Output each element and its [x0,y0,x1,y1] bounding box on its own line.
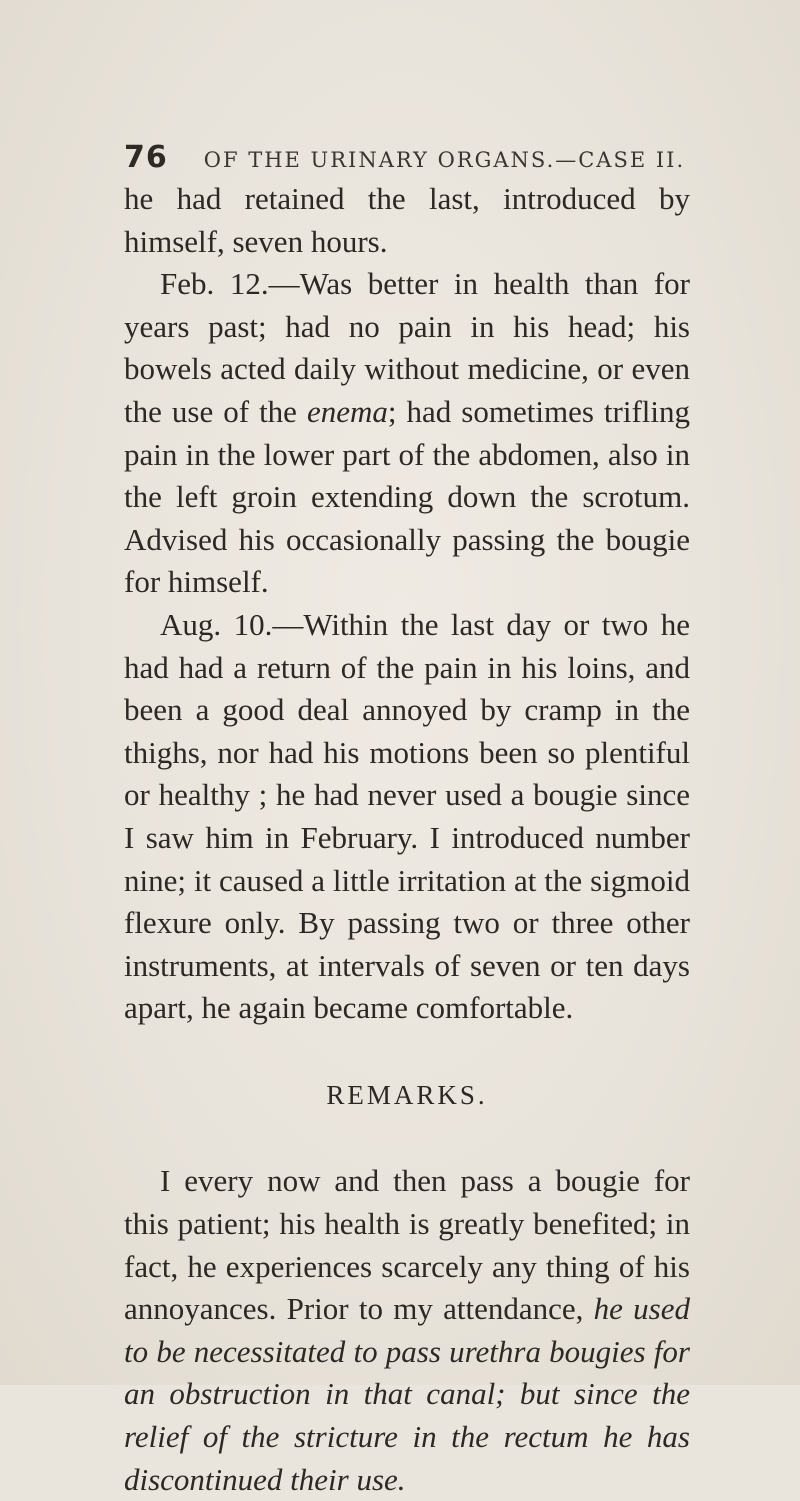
paragraph-continuation: he had retained the last, introduced by himself, seven hours. [124,181,690,259]
remarks-italic-text: he used to be necessitated to pass urethra bougies for an obstruction in that canal; but since the relief of the stricture in the rectum he has discontinued their use. [124,1291,690,1497]
page-number: 76 [124,140,168,175]
paragraph-feb-12-rest: ; had sometimes trifling pain in the lower part of the abdomen, also in the left groin extending down the scrotum. Advised his occasionally passing the bougie for himself. [124,393,691,600]
body-text [124,178,690,1501]
running-title: OF THE URINARY ORGANS.—CASE II. [203,148,686,172]
remarks-paragraph [124,1160,690,1501]
paragraph-aug-10: Aug. 10.—Within the last day or two he had had a return of the pain in his loins, and been a good deal annoyed by cramp in the thighs, nor had his motions been so plentiful or healthy ; he had never used a bougie since I saw him in February. I introduced number nine; it caused a little irritation at the sigmoid flexure only. By passing two or three other instruments, at intervals of seven or ten days apart, he again became comfortable. [124,606,690,1026]
enema-italic: enema [306,393,388,429]
paragraph-feb-12-text: Feb. 12.—Was better in health than for years past; had no pain in his head; his bowels acted daily without medicine, or even the use of the [124,266,690,429]
remarks-text: I every now and then pass a bougie for this patient; his health is greatly benefited; in fact, he experiences scarcely any thing of his annoyances. Prior to my attendance, [124,1163,690,1327]
remarks-heading: REMARKS. [326,1079,488,1110]
paragraph-feb-12 [124,263,690,604]
